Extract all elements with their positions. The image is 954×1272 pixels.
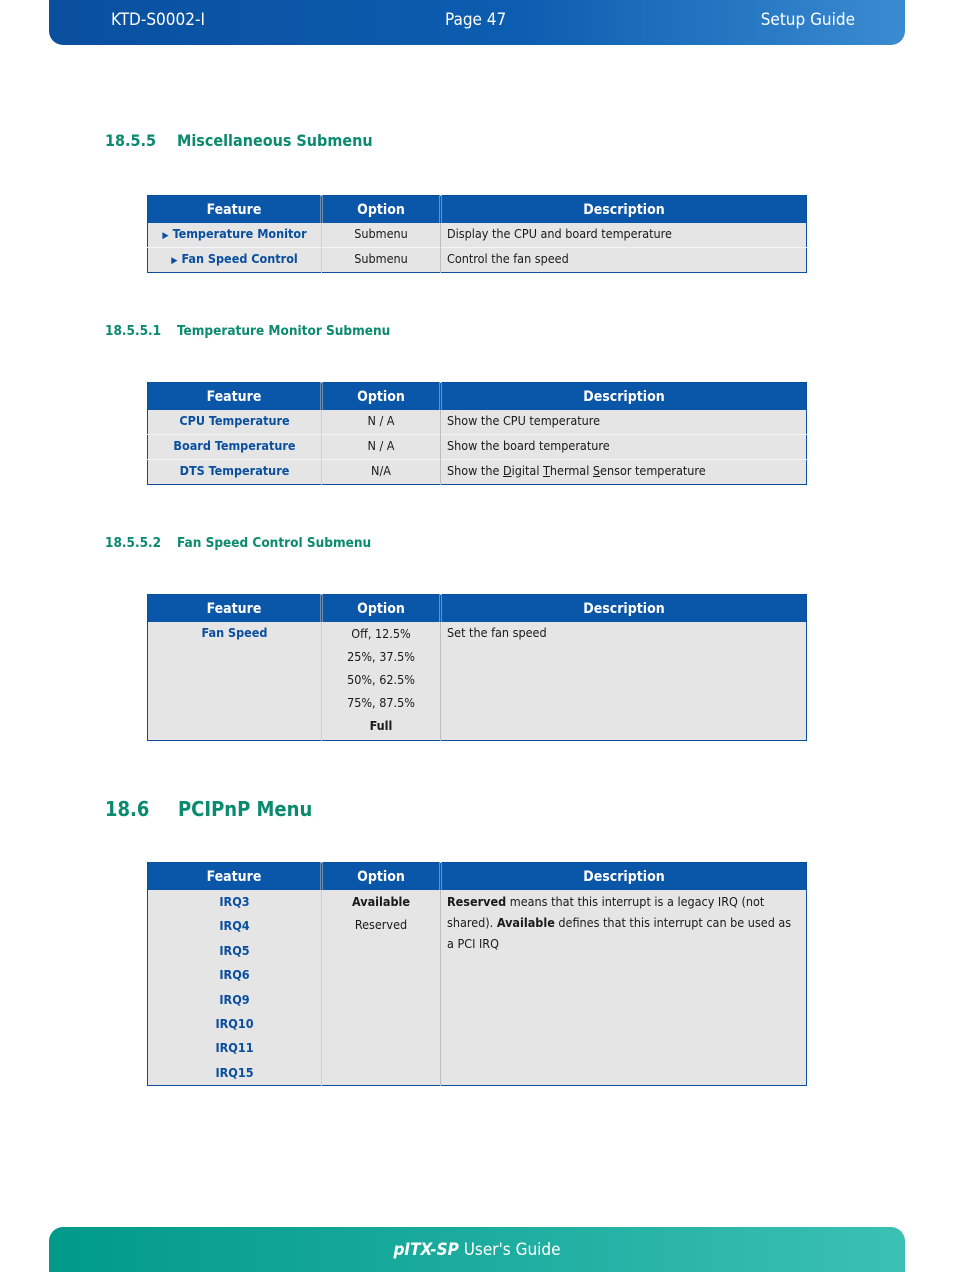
col-option: Option [322,863,441,891]
section-heading-18-5-5: 18.5.5 Miscellaneous Submenu [105,131,373,150]
feature-label: IRQ3 [219,894,250,909]
feature-label: Board Temperature [148,435,322,460]
page-header [49,0,905,45]
feature-label: IRQ4 [219,918,250,934]
submenu-arrow-icon: ▶ [162,231,169,241]
description-text: Show the CPU temperature [447,413,601,428]
feature-label: IRQ5 [219,942,250,958]
feature-list [148,890,322,1086]
section-heading-18-5-5-1: 18.5.5.1 Temperature Monitor Submenu [105,323,391,339]
product-name: pITX-SP [393,1240,459,1260]
feature-label: IRQ9 [219,991,250,1007]
table-header-row [148,383,807,411]
feature-label: Temperature Monitor [172,226,307,241]
col-description: Description [441,196,807,224]
feature-label: IRQ6 [219,967,250,983]
option-value: 50%, 62.5% [347,672,415,687]
doc-id: KTD-S0002-I [111,10,205,30]
description-text: Display the CPU and board temperature [447,226,672,241]
option-value: N/A [322,460,441,485]
table-row [148,460,807,485]
option-value: Off, 12.5% [351,626,411,641]
table-row [148,435,807,460]
feature-label: IRQ15 [215,1064,254,1080]
option-value-default: Full [369,718,393,733]
fan-speed-table [147,594,807,741]
col-feature: Feature [148,196,322,224]
option-value: 75%, 87.5% [347,695,415,710]
option-list [322,890,441,1086]
col-description: Description [441,383,807,411]
table-row [148,410,807,435]
feature-label: CPU Temperature [148,410,322,435]
feature-label: Fan Speed Control [181,251,298,266]
col-option: Option [322,383,441,411]
col-description: Description [441,595,807,623]
option-list [322,622,441,741]
feature-label: Fan Speed [148,622,322,741]
page-footer [49,1227,905,1272]
section-heading-18-5-5-2: 18.5.5.2 Fan Speed Control Submenu [105,535,372,551]
option-value: Submenu [322,223,441,248]
col-feature: Feature [148,383,322,411]
table-row [148,890,807,1086]
description-text: Control the fan speed [441,248,807,273]
option-value: Submenu [322,248,441,273]
option-value: Reserved [354,917,408,932]
col-option: Option [322,196,441,224]
feature-label: DTS Temperature [148,460,322,485]
submenu-arrow-icon: ▶ [171,256,178,266]
page-number: Page 47 [445,10,507,30]
table-header-row [148,196,807,224]
option-value: 25%, 37.5% [347,649,415,664]
table-row [148,223,807,248]
col-feature: Feature [148,863,322,891]
feature-label: IRQ10 [215,1016,254,1032]
option-value-default: Available [352,894,410,909]
description-text: Reserved means that this interrupt is a legacy IRQ (not shared). Available defines that this interrupt can be used as a PCI IRQ [447,894,792,951]
col-option: Option [322,595,441,623]
footer-title: User's Guide [458,1240,561,1260]
misc-submenu-table [147,195,807,273]
table-header-row [148,863,807,891]
option-value: N / A [322,410,441,435]
description-text: Show the Digital Thermal Sensor temperature [441,460,807,485]
guide-section: Setup Guide [760,10,855,30]
col-description: Description [441,863,807,891]
pcipnp-table [147,862,807,1086]
table-row [148,248,807,273]
option-value: N / A [322,435,441,460]
table-header-row [148,595,807,623]
feature-label: IRQ11 [215,1040,254,1056]
description-text: Show the board temperature [441,435,807,460]
section-heading-18-6: 18.6 PCIPnP Menu [105,797,313,821]
table-row [148,622,807,741]
col-feature: Feature [148,595,322,623]
temperature-monitor-table [147,382,807,485]
description-text: Set the fan speed [447,625,547,640]
